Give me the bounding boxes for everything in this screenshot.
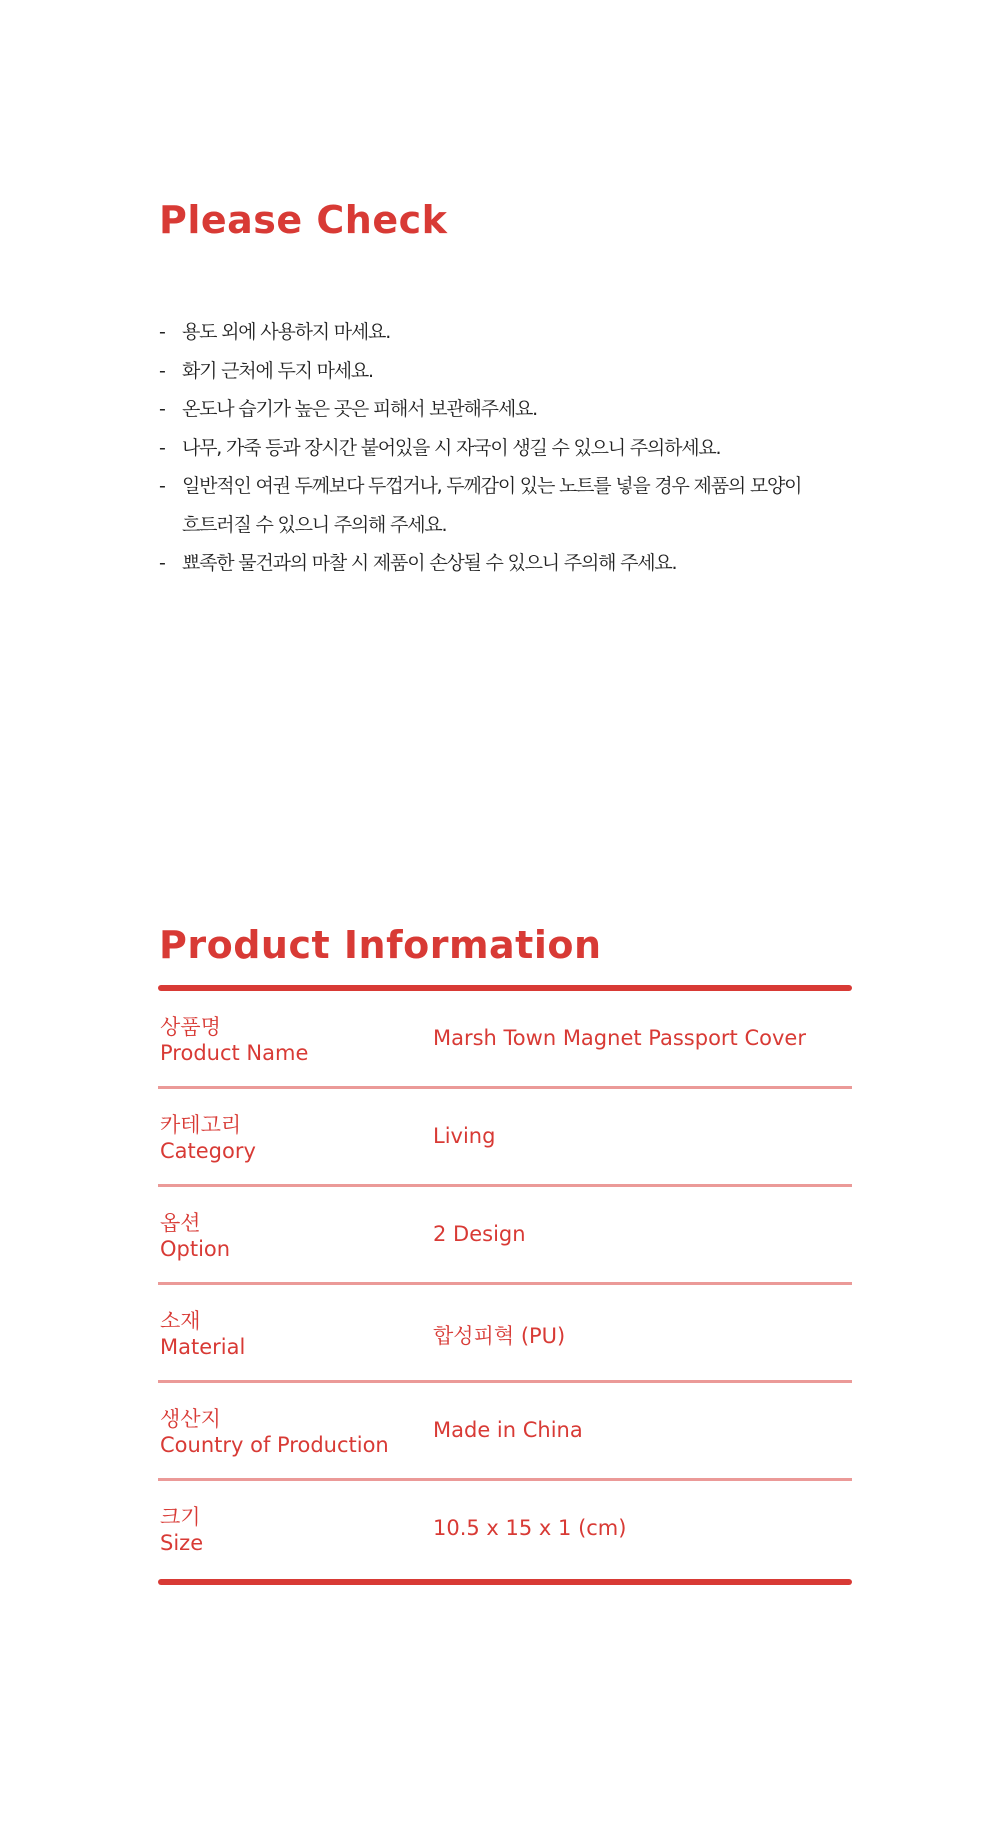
- row-value: 2 Design: [433, 1222, 526, 1246]
- row-label-korean: 상품명: [160, 1015, 221, 1039]
- check-item: [159, 429, 859, 468]
- check-item: [159, 467, 859, 544]
- check-item-text: 나무, 가죽 등과 장시간 붙어있을 시 자국이 생길 수 있으니 주의하세요.: [182, 436, 721, 459]
- table-row-product-name: [158, 991, 852, 1089]
- product-information-title: Product Information: [159, 923, 602, 967]
- check-item-text: 일반적인 여권 두께보다 두껍거나, 두께감이 있는 노트를 넣을 경우 제품의 모양이 흐트러질 수 있으니 주의해 주세요.: [182, 475, 802, 536]
- row-label-korean: 생산지: [160, 1407, 221, 1431]
- check-item: [159, 544, 859, 583]
- row-label-english: Option: [160, 1237, 231, 1261]
- row-label-korean: 소재: [160, 1309, 201, 1333]
- list-dash: -: [159, 398, 165, 420]
- table-row-size: [158, 1481, 852, 1579]
- row-label-english: Product Name: [160, 1041, 309, 1065]
- check-item: [159, 313, 859, 352]
- row-label-english: Category: [160, 1139, 256, 1163]
- row-value: Marsh Town Magnet Passport Cover: [433, 1026, 806, 1050]
- list-dash: -: [159, 475, 165, 497]
- row-label-korean: 카테고리: [160, 1113, 242, 1137]
- row-label-english: Size: [160, 1531, 204, 1555]
- row-label-korean: 크기: [160, 1505, 201, 1529]
- row-label-korean: 옵션: [160, 1211, 201, 1235]
- row-value: Made in China: [433, 1418, 583, 1442]
- list-dash: -: [159, 359, 165, 382]
- table-row-country: [158, 1383, 852, 1481]
- row-label-english: Material: [160, 1335, 246, 1359]
- table-row-material: [158, 1285, 852, 1383]
- check-item-text: 뾰족한 물건과의 마찰 시 제품이 손상될 수 있으니 주의해 주세요.: [182, 552, 677, 574]
- row-value: 10.5 x 15 x 1 (cm): [433, 1516, 627, 1540]
- list-dash: -: [159, 321, 165, 343]
- list-dash: -: [159, 552, 165, 574]
- check-item: [159, 352, 859, 391]
- list-dash: -: [159, 436, 165, 459]
- check-item-text: 온도나 습기가 높은 곳은 피해서 보관해주세요.: [182, 398, 537, 420]
- row-label-english: Country of Production: [160, 1433, 389, 1457]
- please-check-list: [159, 313, 859, 583]
- check-item-text: 용도 외에 사용하지 마세요.: [182, 321, 391, 343]
- table-row-option: [158, 1187, 852, 1285]
- check-item: [159, 390, 859, 429]
- table-bottom-rule: [158, 1579, 852, 1585]
- row-value: Living: [433, 1124, 496, 1148]
- row-value: 합성피혁 (PU): [433, 1324, 566, 1348]
- table-row-category: [158, 1089, 852, 1187]
- product-info-table: [158, 985, 852, 1585]
- please-check-title: Please Check: [159, 198, 448, 242]
- check-item-text: 화기 근처에 두지 마세요.: [182, 359, 373, 382]
